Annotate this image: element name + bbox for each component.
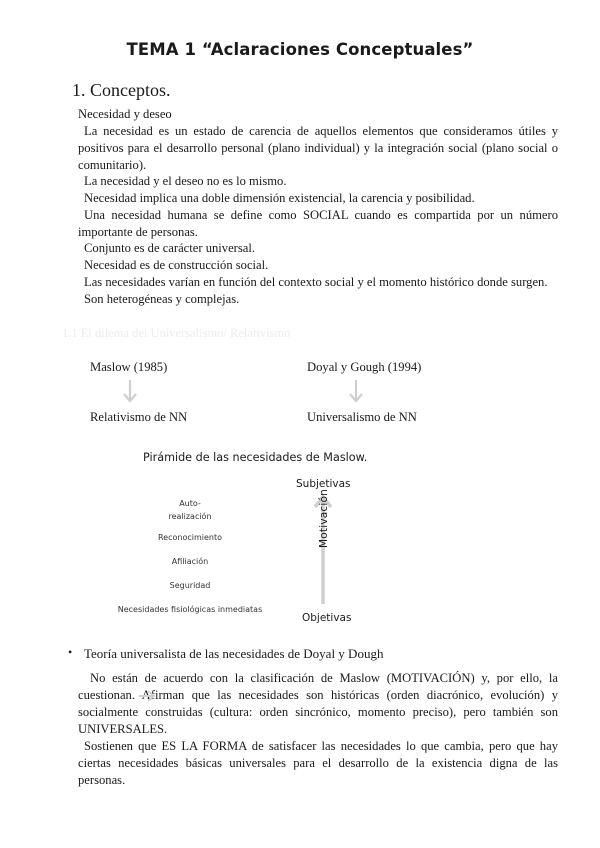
axis-bottom-label: Objetivas [302,612,352,624]
text-line: Conjunto es de carácter universal. [84,241,255,255]
axis-top-label: Subjetivas [296,478,351,490]
right-arrow-icon [138,690,156,702]
axis-motivacion-label: Motivación [318,489,330,548]
down-arrow-icon [348,378,364,404]
down-arrow-icon [122,378,138,404]
pyramid-title: Pirámide de las necesidades de Maslow. [143,451,368,464]
bullet-icon: • [68,645,73,659]
paragraph-necesidad-social: Una necesidad humana se define como SOCIAL cuando es compartida por un número importante de personas. [78,208,558,239]
paragraph-necesidad-definicion: La necesidad es un estado de carencia de aquellos elementos que consideramos útiles y positivos para el desarrollo personal (plano individual) y la integración social (plano social o comunitario). [78,124,558,172]
document-title: TEMA 1 “Aclaraciones Conceptuales” [126,40,474,59]
theory-paragraph-2: Sostienen que ES LA FORMA de satisfacer las necesidades lo que cambia, pero que hay ciertas necesidades básicas universales para el desarrollo de la existencia digna de las personas. [78,739,558,787]
doyal-gough-label: Doyal y Gough (1994) [307,360,422,374]
text-line: Las necesidades varían en función del contexto social y el momento histórico donde surgen. [84,275,548,289]
universalismo-label: Universalismo de NN [307,410,417,424]
relativismo-label: Relativismo de NN [90,410,188,424]
text-line: Son heterogéneas y complejas. [84,292,240,306]
theory-bullet-heading: Teoría universalista de las necesidades de Doyal y Dough [84,646,384,661]
text-line: Necesidad implica una doble dimensión existencial, la carencia y posibilidad. [84,191,475,205]
subheading-necesidad-deseo: Necesidad y deseo [78,107,172,121]
maslow-label: Maslow (1985) [90,360,168,374]
pyramid-level-seguridad: Seguridad [169,581,211,590]
pyramid-level-reconocimiento: Reconocimiento [157,533,223,542]
text-line: La necesidad y el deseo no es lo mismo. [84,174,287,188]
faint-subsection-heading: 1.1 El dilema del Universalismo/ Relativismo [62,326,291,340]
text-line: Necesidad es de construcción social. [84,258,269,272]
pyramid-level-autorrealizacion: Auto- realización [168,499,212,521]
pyramid-level-fisiologicas: Necesidades fisiológicas inmediatas [117,605,263,614]
section-heading: 1. Conceptos. [72,80,171,100]
theory-paragraph-1: No están de acuerdo con la clasificación de Maslow (MOTIVACIÓN) y, por ello, la cuestionan. Afirman que las necesidades son históricas (orden diacrónico, evolución) y socialmente construidas (cultura: orden sincrónico, momento preciso), pero también son UNIVERSALES. [78,671,558,736]
pyramid-level-afiliacion: Afiliación [171,557,209,566]
